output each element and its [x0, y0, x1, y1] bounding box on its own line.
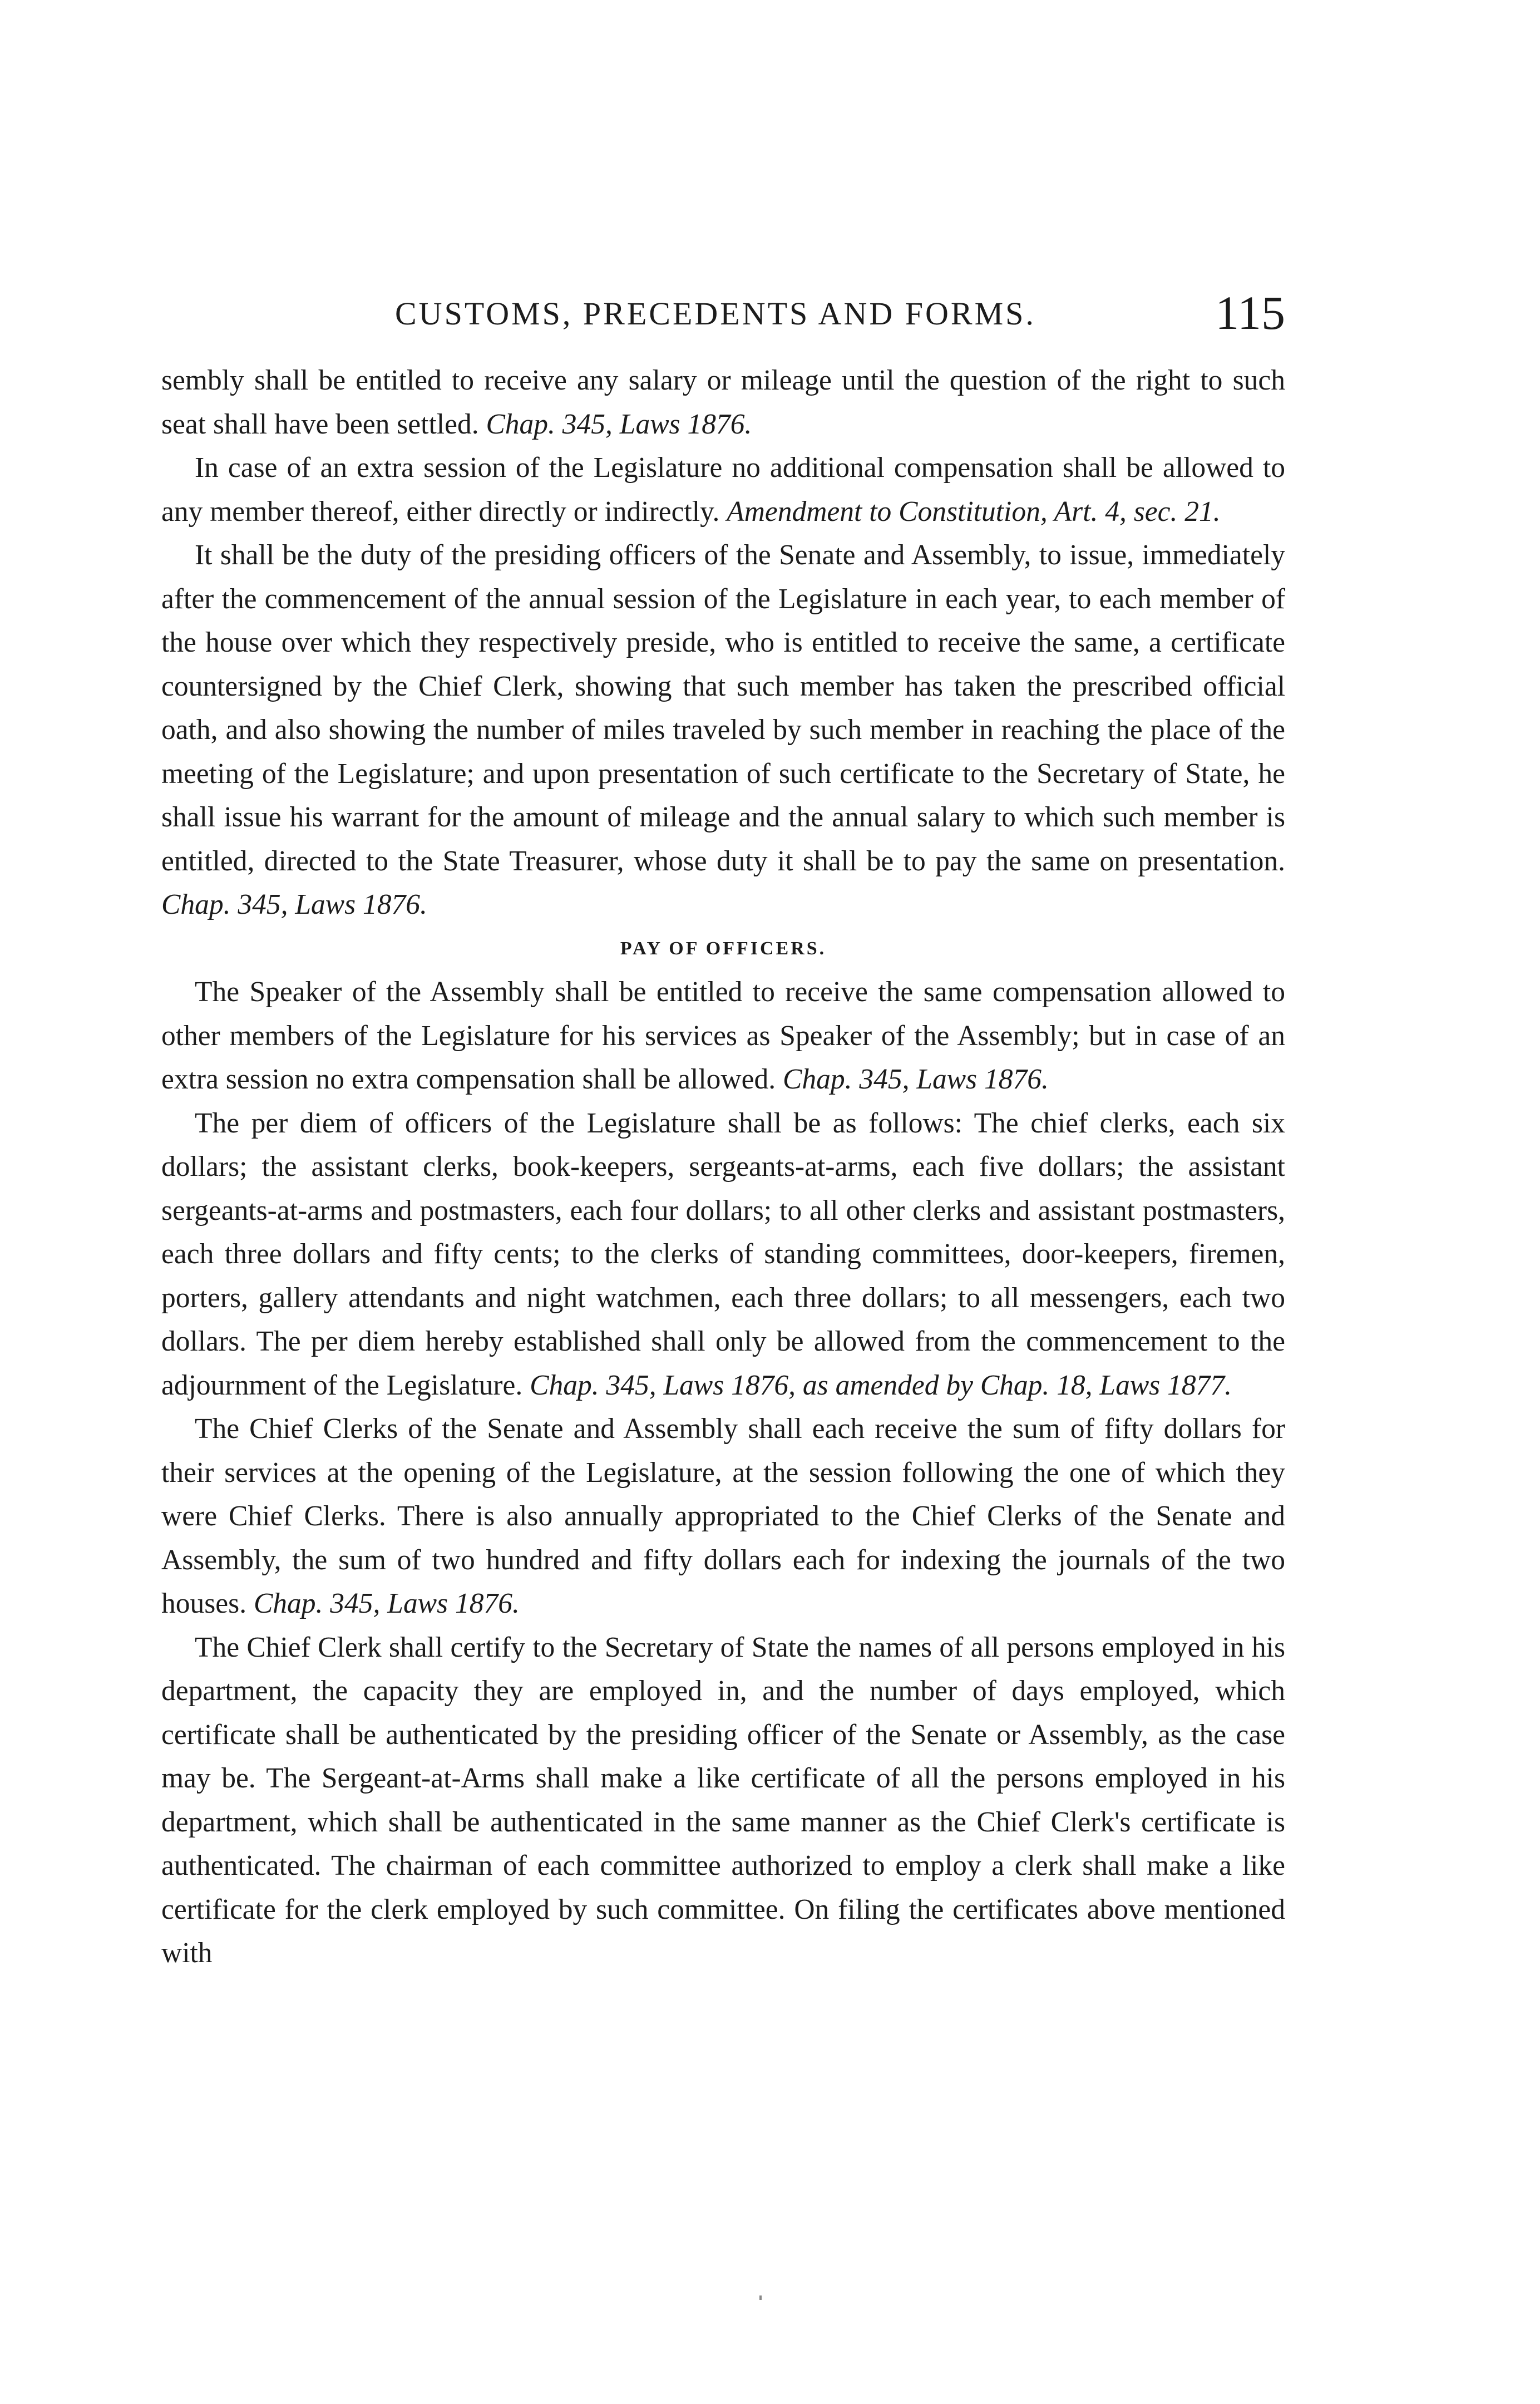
paragraph	[161, 359, 1285, 446]
section-heading: PAY OF OFFICERS.	[620, 938, 827, 959]
paragraph	[161, 1102, 1285, 1408]
paragraph	[161, 446, 1285, 534]
print-speck	[759, 2295, 762, 2300]
citation: Chap. 345, Laws 1876.	[486, 408, 752, 440]
citation: Chap. 345, Laws 1876, as amended by Chap. 18, Laws 1877.	[530, 1369, 1232, 1401]
paragraph-text: The Speaker of the Assembly shall be entitled to receive the same compensation allowed to other members of the Legislature for his services as Speaker of the Assembly; but in case of an extra session no extra compensation shall be allowed.	[161, 976, 1285, 1095]
paragraph-text: It shall be the duty of the presiding officers of the Senate and Assembly, to issue, immediately after the commencement of the annual session of the Legislature in each year, to each member of the house over which they respectively preside, who is entitled to receive the same, a certificate countersigned by the Chief Clerk, showing that such member has taken the prescribed official oath, and also showing the number of miles traveled by such member in reaching the place of the meeting of the Legislature; and upon presentation of such certificate to the Secretary of State, he shall issue his warrant for the amount of mileage and the annual salary to which such member is entitled, directed to the State Treasurer, whose duty it shall be to pay the same on presentation.	[161, 539, 1285, 877]
citation: Chap. 345, Laws 1876.	[782, 1063, 1049, 1095]
running-head: CUSTOMS, PRECEDENTS AND FORMS.	[395, 295, 1036, 332]
page-number: 115	[1215, 286, 1285, 339]
paragraph-text: sembly shall be entitled to receive any salary or mileage until the question of the right to such seat shall have been settled.	[161, 364, 1285, 440]
page-header	[161, 285, 1285, 346]
citation: Amendment to Constitution, Art. 4, sec. 21.	[727, 495, 1221, 528]
paragraph-text: In case of an extra session of the Legislature no additional compensation shall be allowed to any member thereof, either directly or indirectly.	[161, 452, 1285, 528]
paragraph	[161, 971, 1285, 1102]
paragraph	[161, 1407, 1285, 1626]
paragraph	[161, 534, 1285, 927]
paragraph-text: The per diem of officers of the Legislature shall be as follows: The chief clerks, each six dollars; the assistant clerks, book-keepers, sergeants-at-arms, each five dollars; the assistant sergeants-at-arms and postmasters, each four dollars; to all other clerks and assistant postmasters, each three dollars and fifty cents; to the clerks of standing committees, door-keepers, firemen, porters, gallery attendants and night watchmen, each three dollars; to all messengers, each two dollars. The per diem hereby established shall only be allowed from the commencement to the adjournment of the Legislature.	[161, 1107, 1285, 1401]
body-text	[161, 359, 1285, 1976]
paragraph-text: The Chief Clerk shall certify to the Secretary of State the names of all persons employed in his department, the capacity they are employed in, and the number of days employed, which certificate shall be authenticated by the presiding officer of the Senate or Assembly, as the case may be. The Sergeant-at-Arms shall make a like certificate of all the persons employed in his department, which shall be authenticated in the same manner as the Chief Clerk's certificate is authenticated. The chairman of each committee authorized to employ a clerk shall make a like certificate for the clerk employed by such committee. On filing the certificates above mentioned with	[161, 1631, 1285, 1969]
paragraph-text: The Chief Clerks of the Senate and Assembly shall each receive the sum of fifty dollars for their services at the opening of the Legislature, at the session following the one of which they were Chief Clerks. There is also annually appropriated to the Chief Clerks of the Senate and Assembly, the sum of two hundred and fifty dollars each for indexing the journals of the two houses.	[161, 1413, 1285, 1619]
paragraph	[161, 1626, 1285, 1976]
citation: Chap. 345, Laws 1876.	[253, 1588, 520, 1619]
citation: Chap. 345, Laws 1876.	[161, 889, 427, 920]
